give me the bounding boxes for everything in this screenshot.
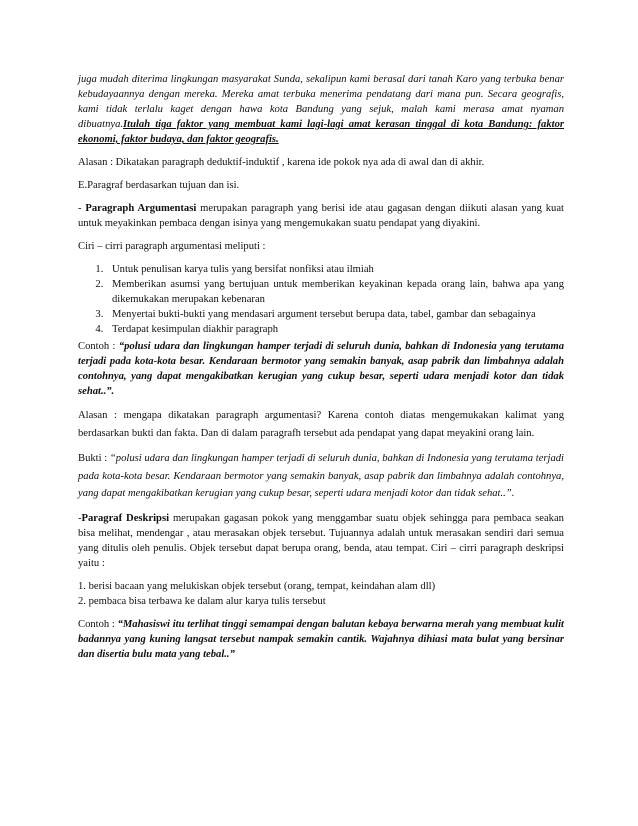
deskripsi-prefix: -	[78, 512, 82, 524]
list-item: 2. Memberikan asumsi yang bertujuan untuk memberikan keyakinan kepada orang lain, bahwa apa yang dikemukakan merupakan kebenaran	[106, 277, 564, 307]
argumentasi-bukti	[78, 450, 564, 503]
deskripsi-contoh	[78, 617, 564, 662]
intro-text: juga mudah diterima lingkungan masyarakat Sunda, sekalipun kami berasal dari tanah Karo yang terbuka benar kebudayaannya dengan mereka. Mereka amat terbuka menerima pendatang dari mana pun. Secara geografis, kami tidak terlalu kaget dengan hawa kota Bandung yang sejuk, malah kami merasa amat nyaman dibuatnya.	[78, 74, 564, 130]
deskripsi-definition	[78, 511, 564, 571]
argumentasi-ciri-list	[78, 262, 564, 337]
deskripsi-ciri-list	[78, 579, 564, 609]
argumentasi-definition-text: merupakan paragraph yang berisi ide atau gagasan dengan diikuti alasan yang kuat untuk meyakinkan pembaca dengan isinya yang mengemukakan suatu pendapat yang diyakini.	[78, 203, 564, 229]
list-item: 1. berisi bacaan yang melukiskan objek tersebut (orang, tempat, keindahan alam dll)	[78, 580, 436, 592]
bukti-text: “polusi udara dan lingkungan hamper terjadi di seluruh dunia, bahkan di Indonesia yang terutama terjadi pada kota-kota besar. Kendaraan bermotor yang semakin banyak, asap pabrik dan limbahnya adalah contohnya, yang dapat mengakibatkan kerugian yang cukup besar, seperti udara menjadi kotor dan tidak sehat..”.	[78, 453, 564, 499]
alasan-deduktif-induktif: Alasan : Dikatakan paragraph deduktif-induktif , karena ide pokok nya ada di awal dan di akhir.	[78, 157, 485, 168]
argumentasi-alasan: Alasan : mengapa dikatakan paragraph argumentasi? Karena contoh diatas mengemukakan kalimat yang berdasarkan bukti dan fakta. Dan di dalam paragrafh tersebut ada pendapat yang dapat meyakini orang lain.	[78, 410, 564, 439]
contoh-label: Contoh :	[78, 618, 118, 630]
list-item: 3. Menyertai bukti-bukti yang mendasari argument tersebut berupa data, tabel, gambar dan sebagainya	[106, 307, 564, 322]
argumentasi-definition	[78, 201, 564, 231]
argumentasi-contoh	[78, 339, 564, 399]
contoh-label: Contoh :	[78, 341, 119, 352]
argumentasi-ciri-title: Ciri – cirri paragraph argumentasi meliputi :	[78, 241, 266, 252]
list-item: 2. pembaca bisa terbawa ke dalam alur karya tulis tersebut	[78, 595, 326, 607]
document-page	[78, 72, 564, 670]
intro-paragraph	[78, 72, 564, 147]
list-item: 4. Terdapat kesimpulan diakhir paragraph	[106, 322, 564, 337]
bukti-label: Bukti :	[78, 453, 110, 464]
deskripsi-term: Paragraf Deskripsi	[81, 512, 170, 524]
contoh-text: “polusi udara dan lingkungan hamper terjadi di seluruh dunia, bahkan di Indonesia yang terutama terjadi pada kota-kota besar. Kendaraan bermotor yang semakin banyak, asap pabrik dan limbahnya adalah contohnya, yang dapat mengakibatkan kerugian yang cukup besar, seperti udara menjadi kotor dan tidak sehat..”.	[78, 341, 565, 397]
list-item: 1. Untuk penulisan karya tulis yang bersifat nonfiksi atau ilmiah	[106, 262, 564, 277]
deskripsi-definition-text: merupakan gagasan pokok yang menggambar suatu objek sehingga para pembaca seakan bisa melihat, mendengar , atau merasakan objek tersebut. Tujuannya adalah untuk merasakan sendiri dari semua yang ditulis oleh penulis. Objek tersebut dapat berupa orang, benda, atau tempat. Ciri – cirri paragraph deskripsi yaitu :	[78, 512, 564, 569]
intro-conclusion: Itulah tiga faktor yang membuat kami lagi-lagi amat kerasan tinggal di kota Bandung: faktor ekonomi, faktor budaya, dan faktor geografis.	[78, 119, 564, 145]
contoh-text: “Mahasiswi itu terlihat tinggi semampai dengan balutan kebaya berwarna merah yang membuat kulit badannya yang kuning langsat tersebut nampak semakin cantik. Wajahnya dihiasi mata bulat yang bersinar dan disertia bulu mata yang tebal..”	[78, 618, 564, 660]
argumentasi-prefix: -	[78, 203, 86, 214]
section-heading-e: E.Paragraf berdasarkan tujuan dan isi.	[78, 180, 240, 191]
argumentasi-term: Paragraph Argumentasi	[85, 203, 197, 214]
